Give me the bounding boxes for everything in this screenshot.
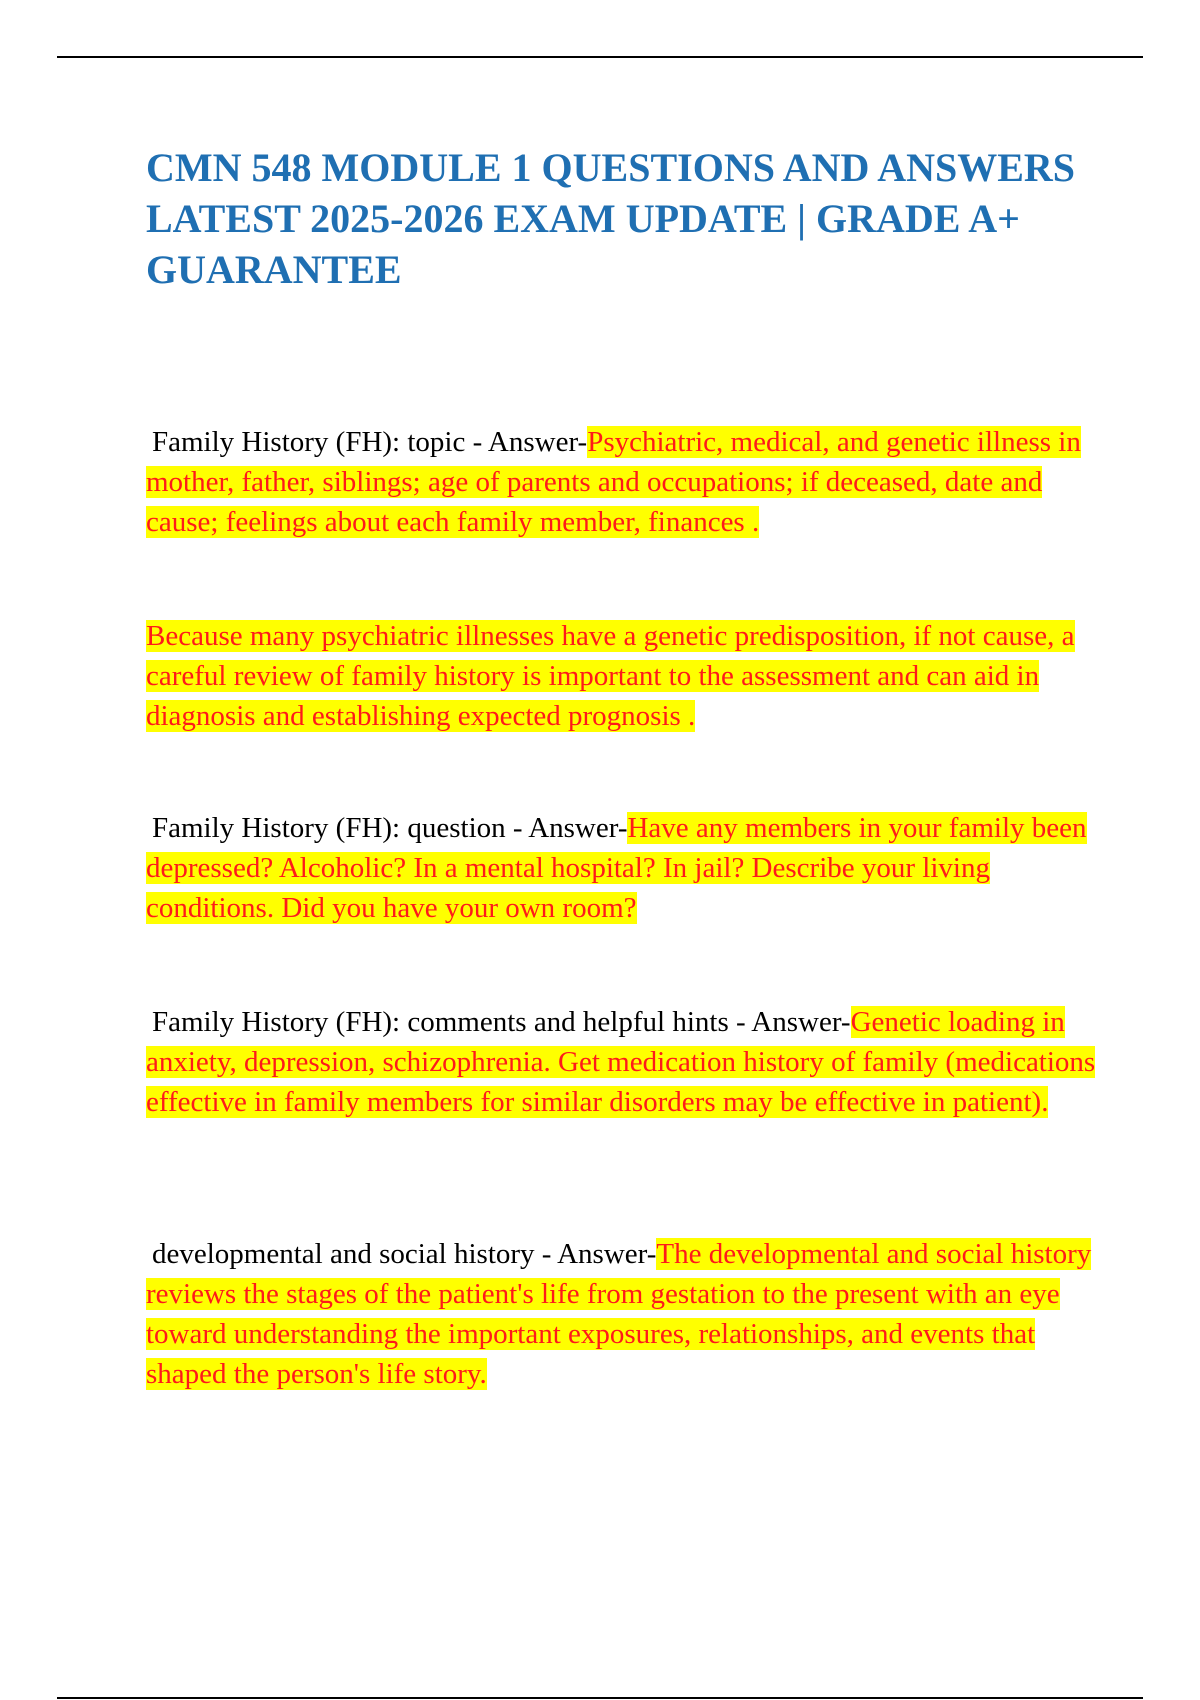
answer-text: Psychiatric, medical, and genetic illness in mother, father, siblings; age of parents and occupations; if deceased, date and cause; feelings about each family member, finances .	[146, 426, 1081, 538]
answer-text: Genetic loading in anxiety, depression, schizophrenia. Get medication history of family (medications effective in family members for similar disorders may be effective in patient).	[146, 1006, 1096, 1118]
bottom-rule	[57, 1697, 1143, 1699]
document-title: CMN 548 MODULE 1 QUESTIONS AND ANSWERS LATEST 2025-2026 EXAM UPDATE | GRADE A+ GUARANTEE	[146, 145, 1076, 292]
question-text: developmental and social history - Answer-	[152, 1238, 657, 1270]
qa-entry-fh-rationale	[146, 616, 1106, 736]
qa-entry-developmental-social-history	[146, 1234, 1106, 1394]
question-text: Family History (FH): question - Answer-	[152, 812, 628, 844]
top-rule	[57, 56, 1143, 58]
question-text: Family History (FH): comments and helpful hints - Answer-	[152, 1006, 851, 1038]
answer-text: Because many psychiatric illnesses have a genetic predisposition, if not cause, a careful review of family history is important to the assessment and can aid in diagnosis and establishing expected prognosis .	[146, 620, 1075, 732]
qa-entry-fh-question	[146, 808, 1106, 928]
qa-entry-fh-hints	[146, 1002, 1106, 1122]
answer-text: Have any members in your family been depressed? Alcoholic? In a mental hospital? In jail? Describe your living conditions. Did you have your own room?	[146, 812, 1087, 924]
qa-entry-fh-topic	[146, 422, 1106, 542]
answer-text: The developmental and social history reviews the stages of the patient's life from gestation to the present with an eye toward understanding the important exposures, relationships, and events that shaped the person's life story.	[146, 1238, 1092, 1390]
question-text: Family History (FH): topic - Answer-	[152, 426, 588, 458]
